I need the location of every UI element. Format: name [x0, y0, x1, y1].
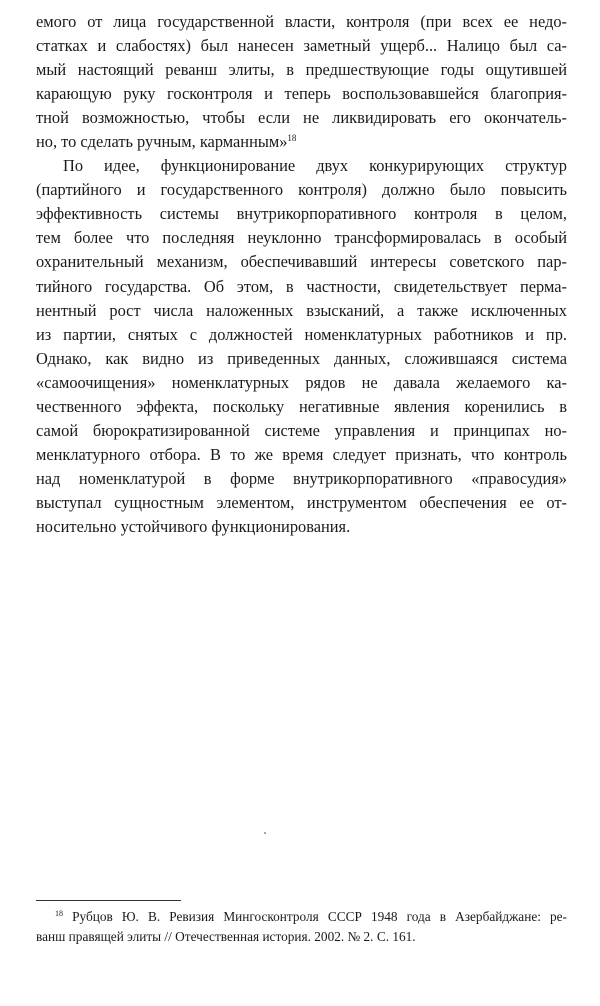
text-line: эффективность системы внутрикорпоративного контроля в целом,: [36, 204, 567, 224]
text-line: емого от лица государственной власти, контроля (при всех ее недо-: [36, 12, 567, 31]
text-line: тной возможностью, чтобы если не ликвидировать его окончатель-: [36, 108, 567, 128]
text-line: карающую руку госконтроля и теперь воспользовавшейся благоприя-: [36, 84, 567, 104]
footnote-number: 18: [55, 909, 63, 918]
paragraph-2: [36, 154, 567, 539]
text-line: тийного государства. Об этом, в частности, свидетельствует перма-: [36, 276, 567, 296]
footnote: [36, 907, 567, 947]
paragraph-end-text: но, то сделать ручным, карманным»: [36, 132, 288, 152]
text-line: носительно устойчивого функционирования.: [36, 516, 351, 536]
paragraph-1: [36, 10, 567, 154]
text-line: По идее, функционирование двух конкурирующих структур: [63, 156, 567, 176]
footnote-line: [36, 907, 567, 927]
text-line: самой бюрократизированной системе управления и принципах но-: [36, 420, 567, 440]
text-line: нентный рост числа наложенных взысканий, а также исключенных: [36, 300, 567, 320]
scan-speck: [264, 832, 266, 834]
text-line: над номенклатурой в форме внутрикорпоративного «правосудия»: [36, 468, 567, 488]
footnote-reference[interactable]: 18: [287, 133, 297, 144]
text-line: Однако, как видно из приведенных данных, сложившаяся система: [36, 348, 567, 368]
text-line: тем более что последняя неуклонно трансформировалась в особый: [36, 228, 567, 248]
text-line: из партии, снятых с должностей номенклатурных работников и пр.: [36, 324, 567, 344]
text-line: выступал сущностным элементом, инструментом обеспечения ее от-: [36, 492, 567, 512]
footnote-divider: [36, 900, 181, 901]
text-line: охранительный механизм, обеспечивавший интересы советского пар-: [36, 252, 567, 272]
text-line: «самоочищения» номенклатурных рядов не давала желаемого ка-: [36, 372, 567, 392]
text-line: [36, 130, 567, 154]
footnote-text: Рубцов Ю. В. Ревизия Мингосконтроля СССР 1948 года в Азербайджане: ре-: [72, 909, 567, 924]
text-line: статках и слабостях) был нанесен заметный ущерб... Налицо был са-: [36, 36, 567, 56]
main-text: [36, 10, 567, 539]
text-line: мый настоящий реванш элиты, в предшествующие годы ощутившей: [36, 60, 567, 80]
text-line: чественного эффекта, поскольку негативные явления коренились в: [36, 396, 567, 416]
text-line: менклатурного отбора. В то же время следует признать, что контроль: [36, 444, 567, 464]
text-line: (партийного и государственного контроля) должно было повысить: [36, 180, 567, 200]
footnote-line: ванш правящей элиты // Отечественная история. 2002. № 2. С. 161.: [36, 929, 416, 944]
